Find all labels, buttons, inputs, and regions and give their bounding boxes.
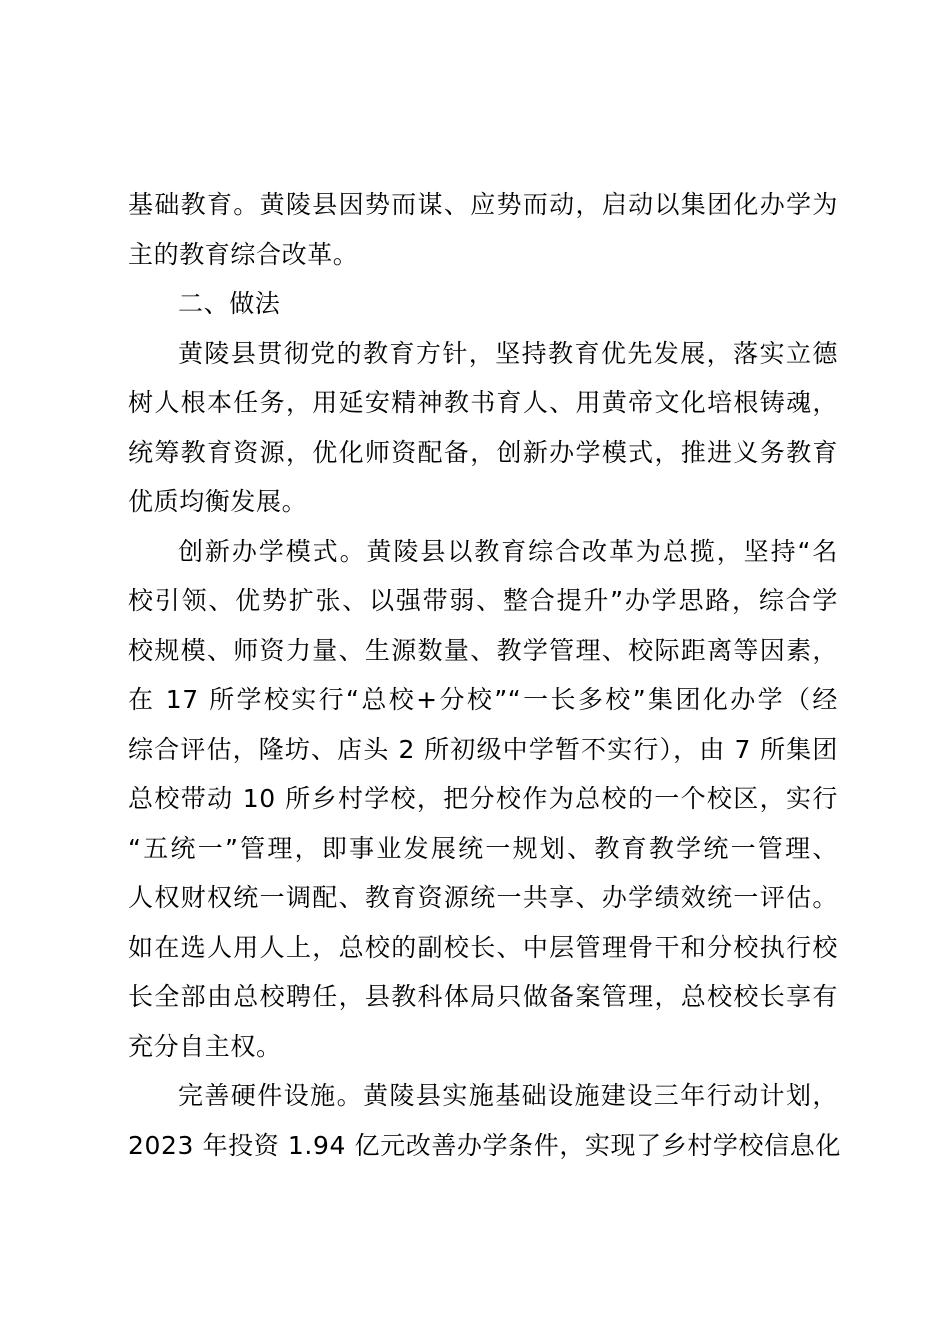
text-line-16: 如在选人用人上，总校的副校长、中层管理骨干和分校执行校 — [128, 932, 838, 962]
text-line-1: 基础教育。黄陵县因势而谋、应势而动，启动以集团化办学为 — [128, 190, 838, 219]
section-heading: 二、做法 — [178, 289, 281, 318]
text-line-15: 人权财权统一调配、教育资源统一共享、办学绩效统一评估。 — [128, 883, 838, 912]
text-line-20: 2023 年投资 1.94 亿元改善办学条件，实现了乡村学校信息化 — [128, 1130, 841, 1160]
document-body — [128, 180, 841, 1170]
text-line-13: 总校带动 10 所乡村学校，把分校作为总校的一个校区，实行 — [128, 784, 838, 813]
text-line-7: 优质均衡发展。 — [128, 487, 308, 516]
text-line-18: 充分自主权。 — [128, 1031, 282, 1061]
text-line-5: 树人根本任务，用延安精神教书育人、用黄帝文化培根铸魂， — [128, 388, 838, 417]
text-line-9: 校引领、优势扩张、以强带弱、整合提升”办学思路，综合学 — [128, 586, 838, 615]
text-line-4: 黄陵县贯彻党的教育方针，坚持教育优先发展，落实立德 — [178, 338, 838, 368]
text-line-12: 综合评估，隆坊、店头 2 所初级中学暂不实行），由 7 所集团 — [128, 734, 838, 764]
text-line-19: 完善硬件设施。黄陵县实施基础设施建设三年行动计划， — [178, 1081, 838, 1110]
text-line-11: 在 17 所学校实行“总校+分校”“一长多校”集团化办学（经 — [128, 685, 838, 714]
text-line-10: 校规模、师资力量、生源数量、教学管理、校际距离等因素， — [128, 635, 838, 665]
text-line-17: 长全部由总校聘任，县教科体局只做备案管理，总校校长享有 — [128, 982, 838, 1011]
text-line-14: “五统一”管理，即事业发展统一规划、教育教学统一管理、 — [128, 833, 838, 863]
text-line-2: 主的教育综合改革。 — [128, 239, 359, 269]
text-line-6: 统筹教育资源，优化师资配备，创新办学模式，推进义务教育 — [128, 437, 838, 467]
text-line-8: 创新办学模式。黄陵县以教育综合改革为总揽，坚持“名 — [178, 536, 838, 566]
